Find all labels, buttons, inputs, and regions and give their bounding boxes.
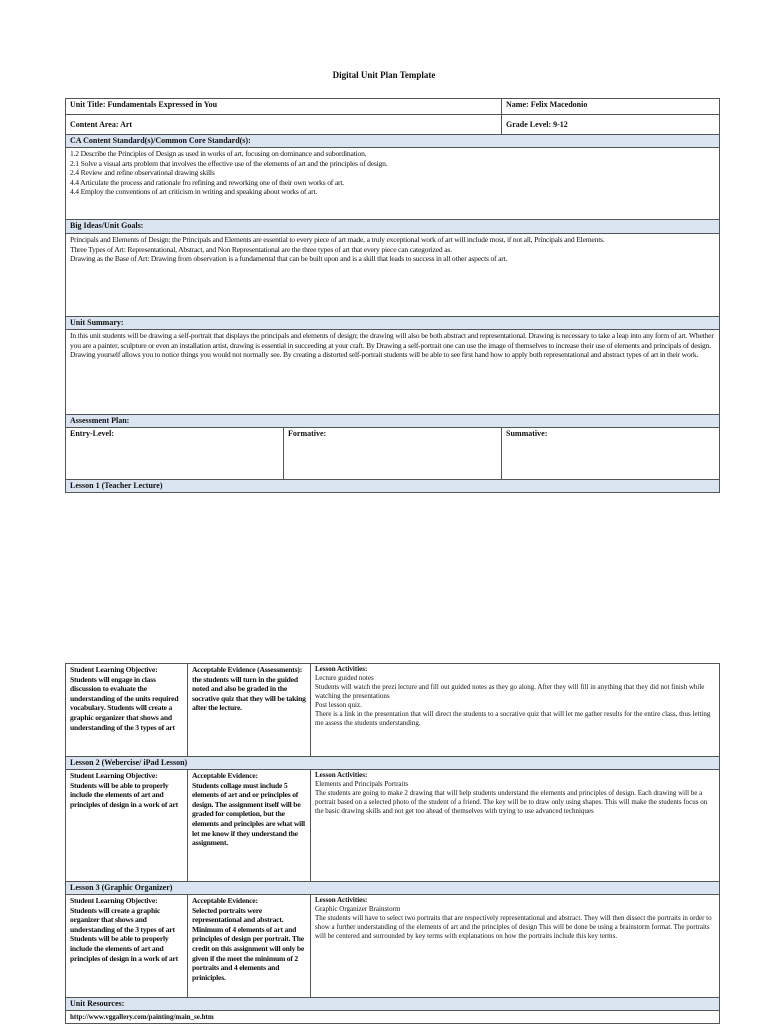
lesson-1-activities: Lesson Activities: Lecture guided notes Students will watch the prezi lecture and fill out guided notes as they go along. After they will fill in anything that they did not finish while watching the presentations Post lesson quiz. There is a link in the presentation that will direct the students to a socrative quiz that will let me gather results for the entire class, thus letting me assess the students understanding. [311,664,720,757]
lesson-3-label: Lesson 3 (Graphic Organizer) [66,882,720,895]
standard-item: 1.2 Describe the Principles of Design as used in works of art, focusing on dominance and subordination. [70,149,367,158]
unit-resources-label: Unit Resources: [66,998,720,1011]
lesson-2-objective: Student Learning Objective: Students will be able to properly include the elements of art and principles of design in a work of art [66,770,188,882]
standard-item: 4.4 Employ the conventions of art criticism in writing and speaking about works of art. [70,187,318,197]
formative: Formative: [284,428,502,480]
lesson-3-objective: Student Learning Objective: Students will create a graphic organizer that shows and understanding of the 3 types of art Students will be able to properly include the elements of art and principles of design in a work of art [66,895,188,998]
page-title: Digital Unit Plan Template [332,70,436,80]
standards-list [66,148,720,220]
resource-link[interactable]: http://www.vggallery.com/painting/main_se.htm [66,1011,720,1024]
lesson-1-label: Lesson 1 (Teacher Lecture) [66,480,720,493]
content-area: Content Area: Art [66,115,502,135]
standard-item: 4.4 Articulate the process and rationale fro refining and reworking one of their own works of art. [70,177,344,187]
lesson-3-activities: Lesson Activities: Graphic Organizer Brainstorm The students will have to select two portraits that are respectively representational and abstract. They will then dissect the portraits in order to show a further understanding of the elements of art and the principles of design This will be done be using a brainstorm format. The portraits will be centered and surrounded by key terms with explanations on how the portraits include this key terms. [311,895,720,998]
grade-level: Grade Level: 9-12 [502,115,720,135]
lesson-2-label: Lesson 2 (Webercise/ iPad Lesson) [66,757,720,770]
lesson-2-activities: Lesson Activities: Elements and Principals Portraits The students are going to make 2 drawing that will help students understand the elements and principles of design. Each drawing will be a portrait based on a selected photo of the student of a friend. The key will be to draw only using shapes. This will make the students focus on the basic drawing skills and not get too ahead of themselves with trying to use advanced techniques [311,770,720,882]
big-ideas-list [66,234,720,317]
summary-label: Unit Summary: [66,317,720,330]
unit-title: Unit Title: Fundamentals Expressed in You [66,99,502,115]
assessment-label: Assessment Plan: [66,415,720,428]
entry-level: Entry-Level: [66,428,284,480]
summative: Summative: [502,428,720,480]
lesson-2-evidence: Acceptable Evidence: Students collage must include 5 elements of art and or principles of design. The assignment itself will be graded for completion, but the elements and principles are what will let me know if they understand the assignment. [188,770,311,882]
big-idea-item: Principals and Elements of Design: the Principals and Elements are essential to every piece of art made, a truly exceptional work of art will include most, if not all, Principals and Elements. [70,235,605,244]
lesson-3-evidence: Acceptable Evidence: Selected portraits were representational and abstract. Minimum of 4 elements of art and principles of design per portrait. The credit on this assignment will only be given if the meet the minimum of 2 portraits and 4 elements and priniciples. [188,895,311,998]
lesson-1-evidence: Acceptable Evidence (Assessments): the students will turn in the guided noted and also be graded in the socrative quiz that they will be taking after the lecture. [188,664,311,757]
standard-item: 2.1 Solve a visual arts problem that involves the effective use of the elements of art and the principles of design. [70,158,388,168]
unit-plan-table-top [65,98,720,493]
unit-summary: In this unit students will be drawing a self-portrait that displays the principals and elements of design; the drawing will also be both abstract and representational. Drawing is necessary to take a leap into any form of art. Whether you are a painter, sculpture or even an installation artist, drawing is essential in succeeding at your craft. By Drawing a self-portrait one can use the image of themselves to increase their use of elements and principals of design. Drawing yourself allows you to notice things you would not normally see. By creating a distorted self-portrait students will be able to see first hand how to apply both representational and abstract types of art in their work. [66,330,720,415]
big-idea-item: Three Types of Art: Representational, Abstract, and Non Representational are the three types of art that every piece can categorized as. [70,244,452,254]
lesson-1-objective: Student Learning Objective: Students will engage in class discussion to evaluate the understanding of the units required vocabulary. Students will create a graphic organizer that shows and understanding of the 3 types of art [66,664,188,757]
teacher-name: Name: Felix Macedonio [502,99,720,115]
lessons-table [65,663,720,1024]
big-idea-item: Drawing as the Base of Art: Drawing from observation is a fundamental that can be built upon and is a skill that leads to success in all other aspects of art. [70,254,508,264]
standards-label: CA Content Standard(s)/Common Core Standard(s): [66,135,720,148]
big-ideas-label: Big Ideas/Unit Goals: [66,220,720,234]
standard-item: 2.4 Review and refine observational drawing skills [70,168,215,178]
